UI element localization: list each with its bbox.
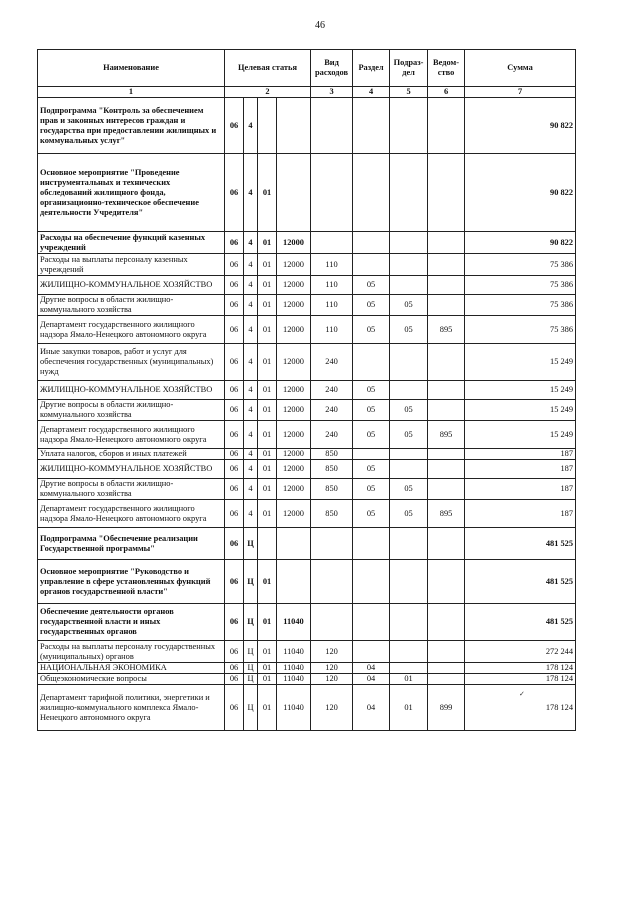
target-article-part: 01: [258, 479, 277, 500]
table-row: [38, 295, 576, 316]
target-article-part: 01: [258, 604, 277, 641]
sum-cell: 15 249: [465, 421, 576, 449]
expense-type-cell: 110: [311, 316, 353, 344]
target-article-part: 01: [258, 400, 277, 421]
expense-type-cell: [311, 604, 353, 641]
scan-mark: ✓: [519, 690, 525, 698]
sum-cell: 481 525: [465, 528, 576, 560]
table-row: [38, 381, 576, 400]
target-article-part: 11040: [277, 674, 311, 685]
target-article-part: 01: [258, 232, 277, 254]
target-article-part: 4: [244, 276, 258, 295]
target-article-part: [258, 98, 277, 154]
section-cell: 05: [353, 276, 390, 295]
section-cell: [353, 254, 390, 276]
target-article-part: 4: [244, 98, 258, 154]
target-article-part: 01: [258, 154, 277, 232]
sum-cell: 481 525: [465, 604, 576, 641]
target-article-part: 4: [244, 381, 258, 400]
row-name: ЖИЛИЩНО-КОММУНАЛЬНОЕ ХОЗЯЙСТВО: [38, 276, 225, 295]
expense-type-cell: 110: [311, 276, 353, 295]
department-cell: [428, 641, 465, 663]
target-article-part: 06: [225, 641, 244, 663]
sum-cell: 178 124: [465, 674, 576, 685]
target-article-part: 06: [225, 528, 244, 560]
target-article-part: 4: [244, 421, 258, 449]
header-subsection: Подраз-дел: [390, 50, 428, 87]
subsection-cell: [390, 641, 428, 663]
target-article-part: 4: [244, 295, 258, 316]
department-cell: [428, 674, 465, 685]
sum-cell: 90 822: [465, 154, 576, 232]
department-cell: [428, 449, 465, 460]
table-row: [38, 460, 576, 479]
table-row: [38, 479, 576, 500]
row-name: Другие вопросы в области жилищно-коммунального хозяйства: [38, 479, 225, 500]
sum-cell: 75 386: [465, 316, 576, 344]
target-article-part: 06: [225, 421, 244, 449]
target-article-part: 4: [244, 344, 258, 381]
department-cell: [428, 604, 465, 641]
section-cell: [353, 560, 390, 604]
department-cell: [428, 344, 465, 381]
subsection-cell: [390, 344, 428, 381]
section-cell: [353, 449, 390, 460]
column-number: 1: [38, 87, 225, 98]
row-name: Другие вопросы в области жилищно-коммунального хозяйства: [38, 295, 225, 316]
target-article-part: 01: [258, 685, 277, 731]
department-cell: [428, 295, 465, 316]
page-number: 46: [315, 20, 325, 31]
column-number: 5: [390, 87, 428, 98]
table-row: [38, 604, 576, 641]
target-article-part: 06: [225, 400, 244, 421]
expense-type-cell: 240: [311, 421, 353, 449]
target-article-part: 06: [225, 254, 244, 276]
expense-type-cell: 110: [311, 254, 353, 276]
target-article-part: 01: [258, 449, 277, 460]
target-article-part: 01: [258, 316, 277, 344]
target-article-part: [277, 560, 311, 604]
row-name: Иные закупки товаров, работ и услуг для обеспечения государственных (муниципальных) нужд: [38, 344, 225, 381]
department-cell: [428, 528, 465, 560]
target-article-part: 06: [225, 316, 244, 344]
target-article-part: 06: [225, 232, 244, 254]
table-row: [38, 641, 576, 663]
column-number: 3: [311, 87, 353, 98]
subsection-cell: [390, 560, 428, 604]
row-name: Департамент тарифной политики, энергетики и жилищно-коммунального комплекса Ямало-Ненецкого автономного округа: [38, 685, 225, 731]
target-article-part: 01: [258, 560, 277, 604]
target-article-part: 11040: [277, 685, 311, 731]
department-cell: [428, 663, 465, 674]
target-article-part: 12000: [277, 500, 311, 528]
section-cell: [353, 344, 390, 381]
subsection-cell: [390, 232, 428, 254]
expense-type-cell: 120: [311, 674, 353, 685]
table-row: [38, 528, 576, 560]
section-cell: 05: [353, 421, 390, 449]
sum-cell: 15 249: [465, 344, 576, 381]
sum-cell: 15 249: [465, 381, 576, 400]
table-row: [38, 500, 576, 528]
target-article-part: 06: [225, 449, 244, 460]
target-article-part: [277, 528, 311, 560]
target-article-part: Ц: [244, 641, 258, 663]
department-cell: [428, 154, 465, 232]
target-article-part: [258, 528, 277, 560]
expense-type-cell: 240: [311, 381, 353, 400]
table-row: [38, 98, 576, 154]
column-number: 6: [428, 87, 465, 98]
sum-cell: 272 244: [465, 641, 576, 663]
expense-type-cell: 110: [311, 295, 353, 316]
expense-type-cell: 850: [311, 479, 353, 500]
target-article-part: 01: [258, 500, 277, 528]
department-cell: [428, 460, 465, 479]
table-row: [38, 560, 576, 604]
table-row: [38, 674, 576, 685]
subsection-cell: [390, 381, 428, 400]
row-name: ЖИЛИЩНО-КОММУНАЛЬНОЕ ХОЗЯЙСТВО: [38, 460, 225, 479]
target-article-part: 01: [258, 421, 277, 449]
expense-type-cell: 120: [311, 641, 353, 663]
sum-cell: 178 124: [465, 685, 576, 731]
section-cell: [353, 604, 390, 641]
target-article-part: 01: [258, 276, 277, 295]
sum-cell: 187: [465, 449, 576, 460]
section-cell: [353, 528, 390, 560]
header-sum: Сумма: [465, 50, 576, 87]
target-article-part: 06: [225, 381, 244, 400]
table-row: [38, 663, 576, 674]
table-row: [38, 685, 576, 731]
target-article-part: 06: [225, 674, 244, 685]
column-number: 2: [225, 87, 311, 98]
target-article-part: 01: [258, 460, 277, 479]
department-cell: [428, 232, 465, 254]
table-row: [38, 254, 576, 276]
expense-type-cell: 240: [311, 344, 353, 381]
department-cell: 895: [428, 421, 465, 449]
subsection-cell: 05: [390, 400, 428, 421]
target-article-part: 4: [244, 460, 258, 479]
sum-cell: 187: [465, 500, 576, 528]
target-article-part: 01: [258, 663, 277, 674]
target-article-part: 01: [258, 674, 277, 685]
target-article-part: 4: [244, 479, 258, 500]
subsection-cell: 05: [390, 421, 428, 449]
sum-cell: 75 386: [465, 295, 576, 316]
row-name: ЖИЛИЩНО-КОММУНАЛЬНОЕ ХОЗЯЙСТВО: [38, 381, 225, 400]
sum-cell: 75 386: [465, 254, 576, 276]
table-row: [38, 316, 576, 344]
target-article-part: 06: [225, 295, 244, 316]
target-article-part: 11040: [277, 663, 311, 674]
row-name: Департамент государственного жилищного надзора Ямало-Ненецкого автономного округа: [38, 316, 225, 344]
target-article-part: 4: [244, 254, 258, 276]
target-article-part: 12000: [277, 232, 311, 254]
target-article-part: 06: [225, 98, 244, 154]
section-cell: 04: [353, 674, 390, 685]
target-article-part: 06: [225, 479, 244, 500]
row-name: Департамент государственного жилищного надзора Ямало-Ненецкого автономного округа: [38, 421, 225, 449]
row-name: Общеэкономические вопросы: [38, 674, 225, 685]
section-cell: 05: [353, 316, 390, 344]
target-article-part: 12000: [277, 276, 311, 295]
subsection-cell: 01: [390, 674, 428, 685]
sum-cell: 15 249: [465, 400, 576, 421]
target-article-part: 4: [244, 232, 258, 254]
budget-table: [37, 49, 576, 731]
target-article-part: 12000: [277, 449, 311, 460]
row-name: Подпрограмма "Обеспечение реализации Государственной программы": [38, 528, 225, 560]
table-row: [38, 344, 576, 381]
section-cell: 05: [353, 381, 390, 400]
row-name: Основное мероприятие "Проведение инструментальных и технических обследований жилищного фонда, организационно-техническое обеспечение деятельности Учредителя": [38, 154, 225, 232]
subsection-cell: [390, 460, 428, 479]
target-article-part: 06: [225, 663, 244, 674]
target-article-part: 01: [258, 381, 277, 400]
subsection-cell: [390, 528, 428, 560]
target-article-part: Ц: [244, 560, 258, 604]
section-cell: 05: [353, 460, 390, 479]
expense-type-cell: 850: [311, 500, 353, 528]
target-article-part: Ц: [244, 604, 258, 641]
target-article-part: 11040: [277, 641, 311, 663]
target-article-part: Ц: [244, 663, 258, 674]
target-article-part: 4: [244, 154, 258, 232]
row-name: Уплата налогов, сборов и иных платежей: [38, 449, 225, 460]
section-cell: [353, 232, 390, 254]
target-article-part: 01: [258, 295, 277, 316]
expense-type-cell: [311, 98, 353, 154]
target-article-part: [277, 154, 311, 232]
expense-type-cell: 240: [311, 400, 353, 421]
expense-type-cell: 120: [311, 685, 353, 731]
header-section: Раздел: [353, 50, 390, 87]
target-article-part: 01: [258, 254, 277, 276]
subsection-cell: [390, 98, 428, 154]
row-name: НАЦИОНАЛЬНАЯ ЭКОНОМИКА: [38, 663, 225, 674]
expense-type-cell: 850: [311, 460, 353, 479]
department-cell: [428, 479, 465, 500]
target-article-part: 12000: [277, 421, 311, 449]
subsection-cell: [390, 449, 428, 460]
target-article-part: 01: [258, 344, 277, 381]
target-article-part: 06: [225, 154, 244, 232]
department-cell: [428, 381, 465, 400]
section-cell: [353, 154, 390, 232]
header-department: Ведом-ство: [428, 50, 465, 87]
table-row: [38, 449, 576, 460]
table-header-row: [38, 50, 576, 87]
subsection-cell: [390, 604, 428, 641]
target-article-part: 4: [244, 316, 258, 344]
department-cell: 895: [428, 500, 465, 528]
table-row: [38, 154, 576, 232]
row-name: Расходы на обеспечение функций казенных учреждений: [38, 232, 225, 254]
target-article-part: [277, 98, 311, 154]
target-article-part: 12000: [277, 479, 311, 500]
target-article-part: 12000: [277, 344, 311, 381]
subsection-cell: [390, 663, 428, 674]
subsection-cell: 05: [390, 479, 428, 500]
target-article-part: 12000: [277, 381, 311, 400]
target-article-part: 06: [225, 344, 244, 381]
column-number: 7: [465, 87, 576, 98]
table-row: [38, 232, 576, 254]
target-article-part: 06: [225, 460, 244, 479]
department-cell: [428, 560, 465, 604]
table-row: [38, 421, 576, 449]
subsection-cell: [390, 254, 428, 276]
subsection-cell: 01: [390, 685, 428, 731]
section-cell: 05: [353, 479, 390, 500]
expense-type-cell: [311, 154, 353, 232]
expense-type-cell: [311, 528, 353, 560]
department-cell: [428, 98, 465, 154]
table-column-numbers-row: [38, 87, 576, 98]
target-article-part: 12000: [277, 460, 311, 479]
expense-type-cell: [311, 560, 353, 604]
row-name: Расходы на выплаты персоналу казенных учреждений: [38, 254, 225, 276]
target-article-part: 4: [244, 400, 258, 421]
subsection-cell: 05: [390, 316, 428, 344]
row-name: Расходы на выплаты персоналу государственных (муниципальных) органов: [38, 641, 225, 663]
target-article-part: 4: [244, 449, 258, 460]
sum-cell: 75 386: [465, 276, 576, 295]
section-cell: [353, 98, 390, 154]
section-cell: 05: [353, 295, 390, 316]
section-cell: 05: [353, 400, 390, 421]
expense-type-cell: [311, 232, 353, 254]
row-name: Подпрограмма "Контроль за обеспечением прав и законных интересов граждан и государства при предоставлении жилищных и коммунальных услуг": [38, 98, 225, 154]
sum-cell: 90 822: [465, 98, 576, 154]
table-body: [38, 98, 576, 731]
sum-cell: 90 822: [465, 232, 576, 254]
subsection-cell: [390, 276, 428, 295]
header-name: Наименование: [38, 50, 225, 87]
target-article-part: 4: [244, 500, 258, 528]
section-cell: 05: [353, 500, 390, 528]
row-name: Основное мероприятие "Руководство и управление в сфере установленных функций органов государственной власти": [38, 560, 225, 604]
subsection-cell: [390, 154, 428, 232]
row-name: Другие вопросы в области жилищно-коммунального хозяйства: [38, 400, 225, 421]
target-article-part: 06: [225, 276, 244, 295]
target-article-part: 12000: [277, 295, 311, 316]
target-article-part: 06: [225, 560, 244, 604]
section-cell: [353, 641, 390, 663]
row-name: Обеспечение деятельности органов государственной власти и иных государственных органов: [38, 604, 225, 641]
header-target-article: Целевая статья: [225, 50, 311, 87]
target-article-part: Ц: [244, 685, 258, 731]
section-cell: 04: [353, 663, 390, 674]
section-cell: 04: [353, 685, 390, 731]
target-article-part: 06: [225, 604, 244, 641]
expense-type-cell: 850: [311, 449, 353, 460]
row-name: Департамент государственного жилищного надзора Ямало-Ненецкого автономного округа: [38, 500, 225, 528]
subsection-cell: 05: [390, 500, 428, 528]
target-article-part: 12000: [277, 400, 311, 421]
header-expense-type: Вид расходов: [311, 50, 353, 87]
expense-type-cell: 120: [311, 663, 353, 674]
target-article-part: 06: [225, 500, 244, 528]
sum-cell: 187: [465, 460, 576, 479]
target-article-part: 12000: [277, 316, 311, 344]
sum-cell: 187: [465, 479, 576, 500]
department-cell: [428, 400, 465, 421]
subsection-cell: 05: [390, 295, 428, 316]
target-article-part: Ц: [244, 528, 258, 560]
target-article-part: 11040: [277, 604, 311, 641]
sum-cell: 178 124: [465, 663, 576, 674]
department-cell: 899: [428, 685, 465, 731]
table-row: [38, 400, 576, 421]
target-article-part: 01: [258, 641, 277, 663]
sum-cell: 481 525: [465, 560, 576, 604]
table-row: [38, 276, 576, 295]
target-article-part: 06: [225, 685, 244, 731]
target-article-part: Ц: [244, 674, 258, 685]
department-cell: [428, 254, 465, 276]
target-article-part: 12000: [277, 254, 311, 276]
column-number: 4: [353, 87, 390, 98]
department-cell: [428, 276, 465, 295]
department-cell: 895: [428, 316, 465, 344]
